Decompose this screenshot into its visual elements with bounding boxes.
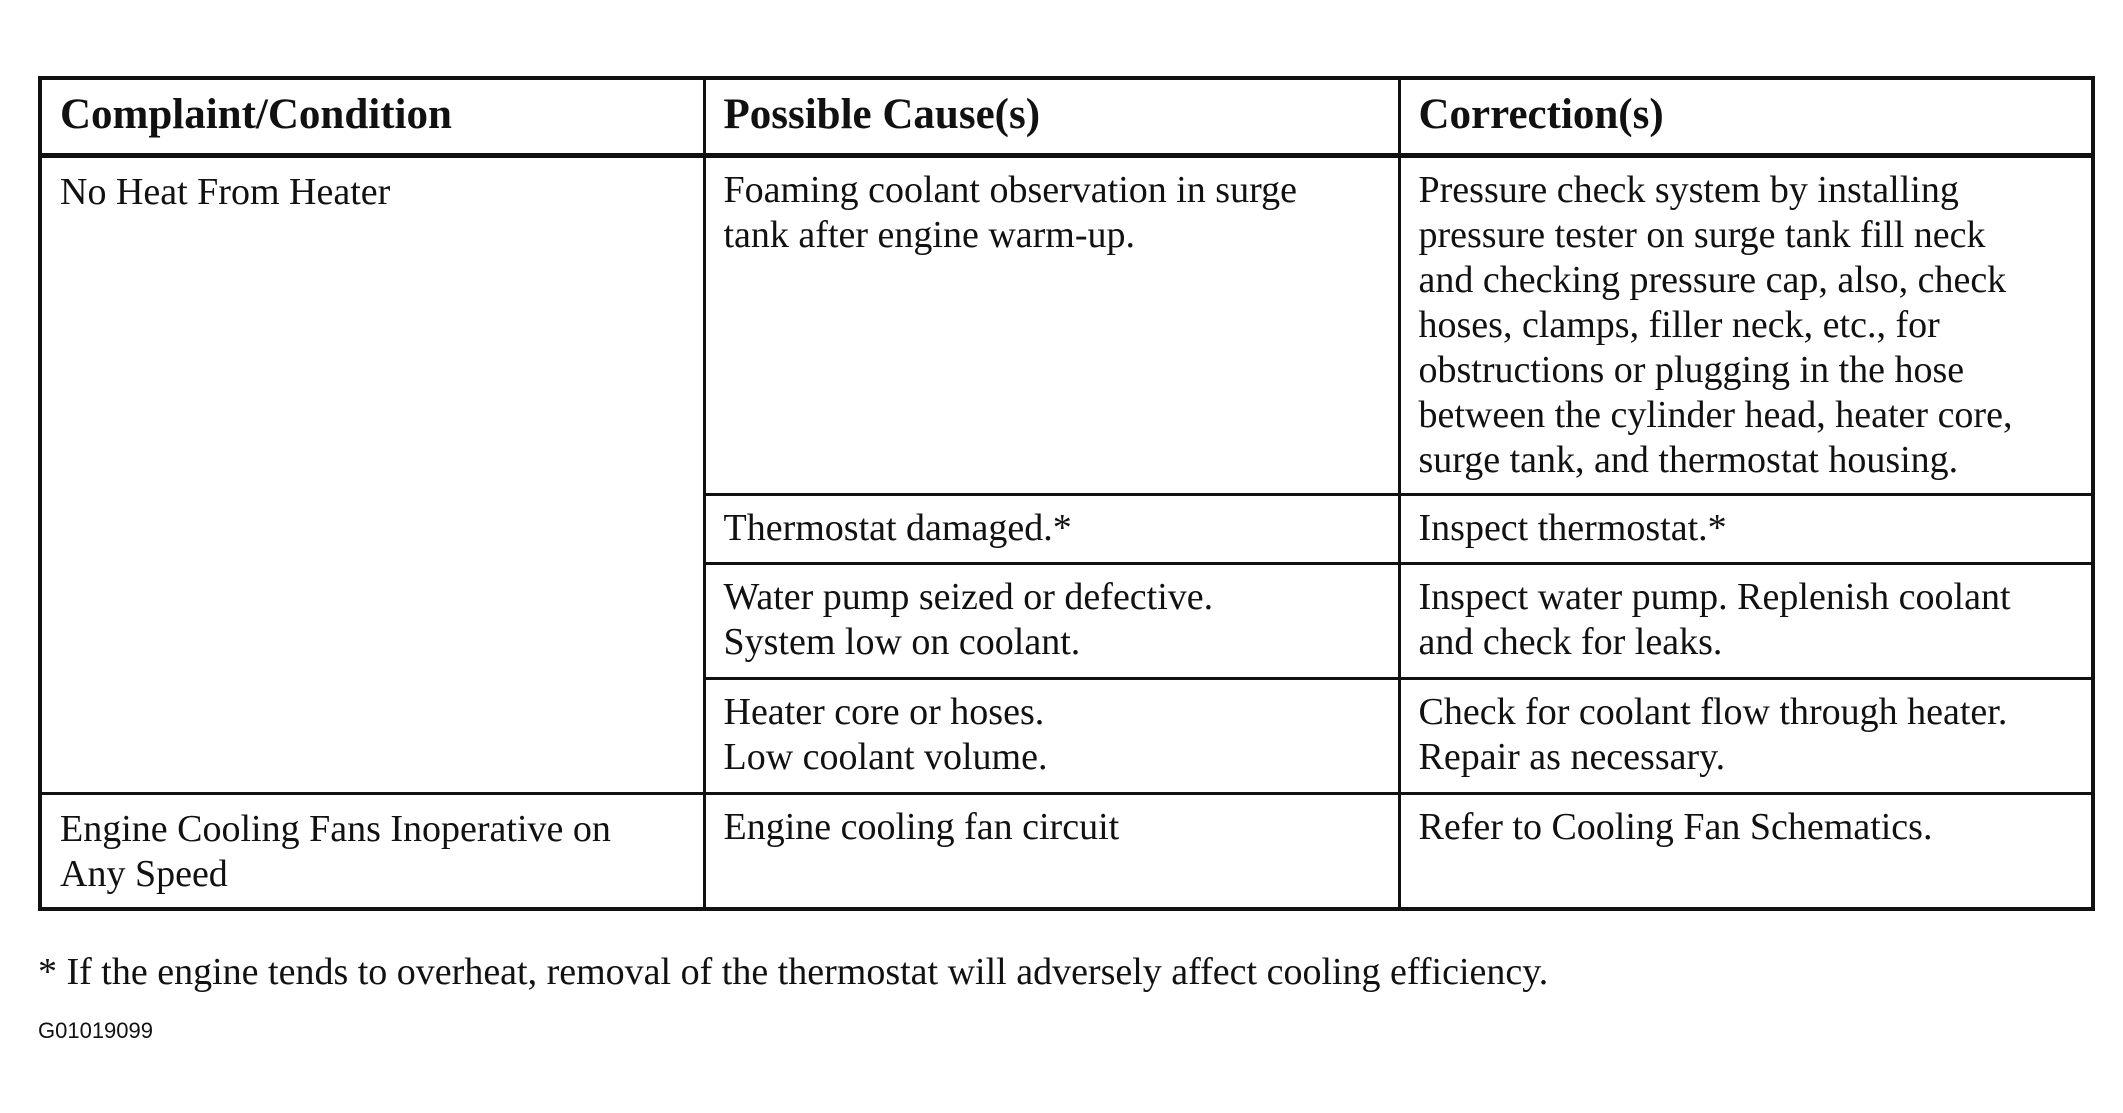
- correction-cell: Pressure check system by installing pressure tester on surge tank fill neck and checking pressure cap, also, check hoses, clamps, filler neck, etc., for obstructions or plugging in the hose between the cylinder head, heater core, surge tank, and thermostat housing.: [1399, 156, 2093, 495]
- table-row: [40, 794, 2093, 910]
- footnote: * If the engine tends to overheat, removal of the thermostat will adversely affect cooling efficiency.: [38, 951, 1549, 993]
- table-row: [40, 156, 2093, 495]
- cause-cell: Thermostat damaged.*: [704, 495, 1399, 564]
- correction-cell: Refer to Cooling Fan Schematics.: [1399, 794, 2093, 910]
- header-possible-causes: Possible Cause(s): [704, 78, 1399, 156]
- diagnosis-table-container: [38, 76, 2091, 911]
- cause-cell: Heater core or hoses. Low coolant volume.: [704, 679, 1399, 794]
- correction-cell: Inspect thermostat.*: [1399, 495, 2093, 564]
- cause-cell: Engine cooling fan circuit: [704, 794, 1399, 910]
- correction-cell: Check for coolant flow through heater. Repair as necessary.: [1399, 679, 2093, 794]
- condition-cell: Engine Cooling Fans Inoperative on Any Speed: [40, 794, 704, 910]
- condition-cell: No Heat From Heater: [40, 156, 704, 794]
- correction-cell: Inspect water pump. Replenish coolant and check for leaks.: [1399, 564, 2093, 679]
- cause-cell: Foaming coolant observation in surge tank after engine warm-up.: [704, 156, 1399, 495]
- header-complaint-condition: Complaint/Condition: [40, 78, 704, 156]
- diagnosis-table: [38, 76, 2095, 911]
- figure-id: G01019099: [38, 1018, 153, 1043]
- cause-cell: Water pump seized or defective. System low on coolant.: [704, 564, 1399, 679]
- table-header-row: [40, 78, 2093, 156]
- header-corrections: Correction(s): [1399, 78, 2093, 156]
